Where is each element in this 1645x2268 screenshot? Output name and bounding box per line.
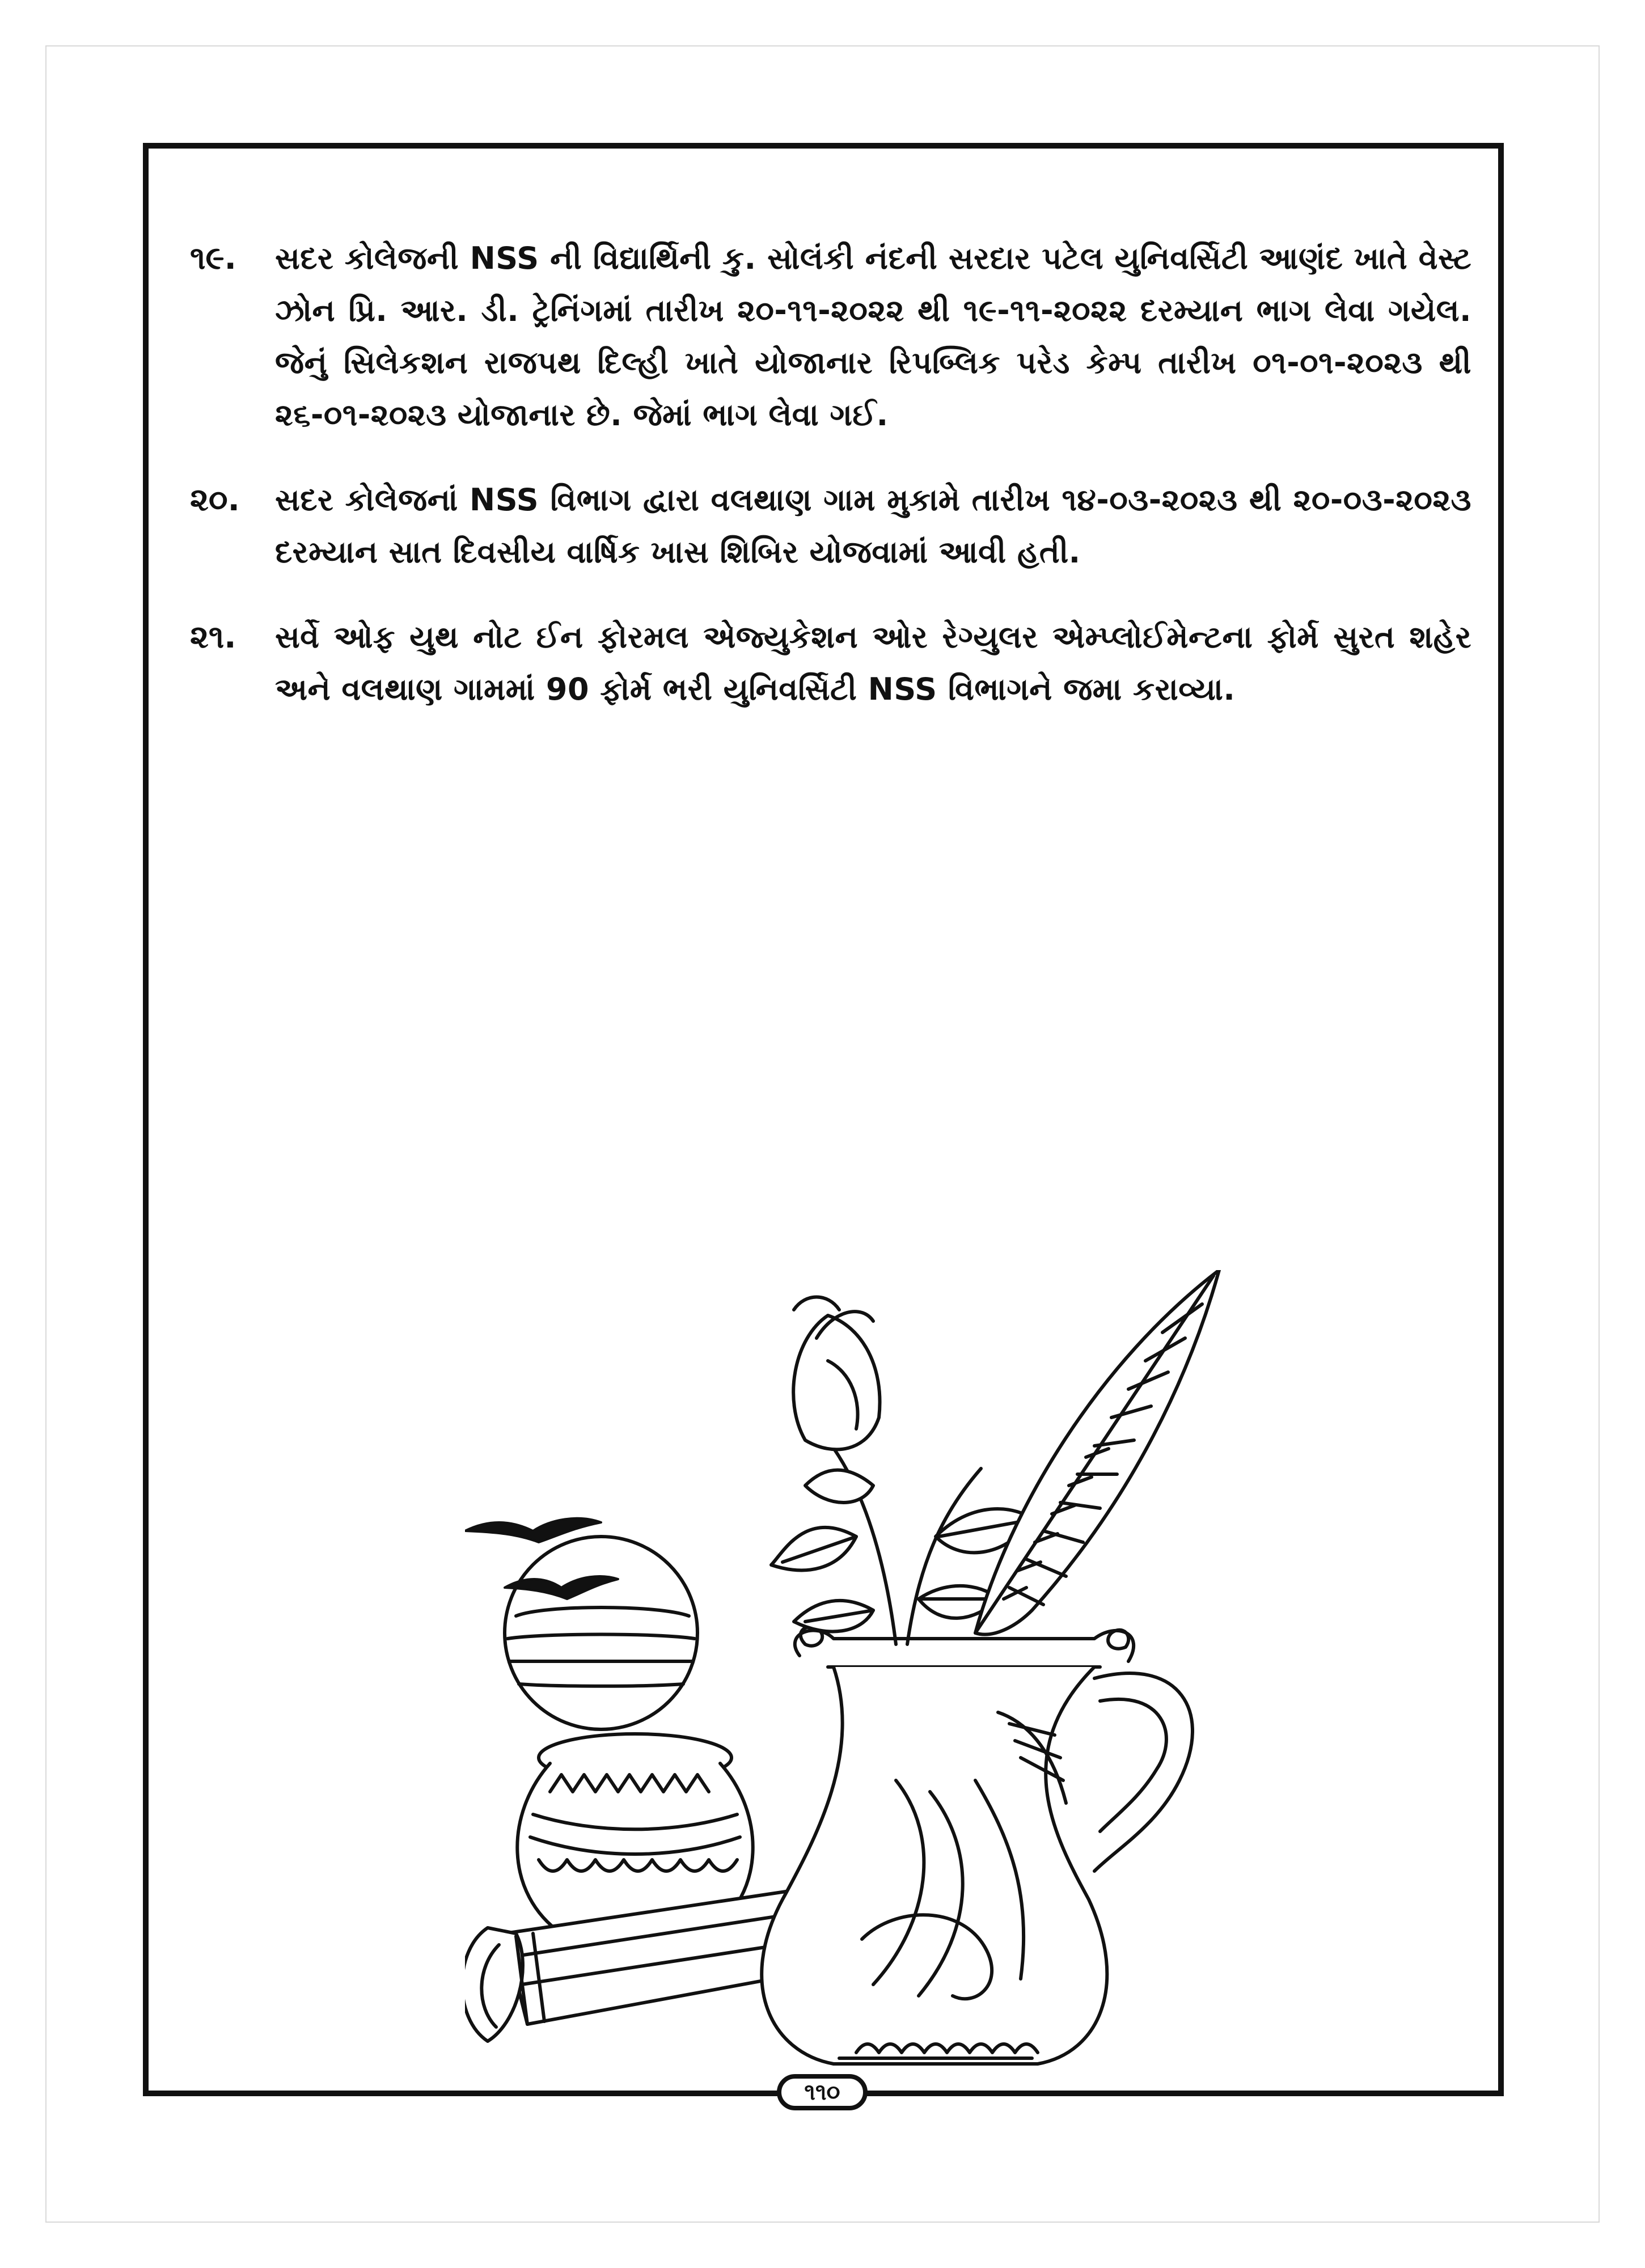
- item-text: સદર કોલેજની NSS ની વિદ્યાર્થિની કુ. સોલંકી નંદની સરદાર પટેલ યુનિવર્સિટી આણંદ ખાતે વેસ્ટ ઝોન પ્રિ. આર. ડી. ટ્રેનિંગમાં તારીખ ૨૦-૧૧-૨૦૨૨ થી ૧૯-૧૧-૨૦૨૨ દરમ્યાન ભાગ લેવા ગયેલ. જેનું સિલેકશન રાજપથ દિલ્હી ખાતે યોજાનાર રિપબ્લિક પરેડ કેમ્પ તારીખ ૦૧-૦૧-૨૦૨૩ થી ૨૬-૦૧-૨૦૨૩ યોજાનાર છે. જેમાં ભાગ લેવા ગઈ.: [275, 240, 1471, 433]
- decorative-illustration: [465, 1270, 1531, 2075]
- vase-icon: [762, 1627, 1192, 2064]
- quill-icon: [975, 1270, 1219, 1635]
- sun-icon: [505, 1537, 697, 1729]
- item-number: ૨૦.: [190, 481, 240, 518]
- item-text: સર્વે ઓફ યુથ નોટ ઈન ફોરમલ એજ્યુકેશન ઓર રેગ્યુલર એમ્પ્લોઈમેન્ટના ફોર્મ સુરત શહેર અને વલથાણ ગામમાં 90 ફોર્મ ભરી યુનિવર્સિટી NSS વિભાગને જમા કરાવ્યા.: [275, 619, 1471, 707]
- page-number-badge: ૧૧૦: [777, 2074, 868, 2110]
- item-text: સદર કોલેજનાં NSS વિભાગ દ્વારા વલથાણ ગામ મુકામે તારીખ ૧૪-૦૩-૨૦૨૩ થી ૨૦-૦૩-૨૦૨૩ દરમ્યાન સાત દિવસીય વાર્ષિક ખાસ શિબિર યોજવામાં આવી હતી.: [275, 482, 1471, 570]
- item-number: ૨૧.: [190, 619, 236, 655]
- list-item: [190, 232, 1471, 441]
- activity-list: [190, 232, 1471, 748]
- item-number: ૧૯.: [190, 240, 236, 277]
- list-item: [190, 474, 1471, 578]
- list-item: [190, 611, 1471, 716]
